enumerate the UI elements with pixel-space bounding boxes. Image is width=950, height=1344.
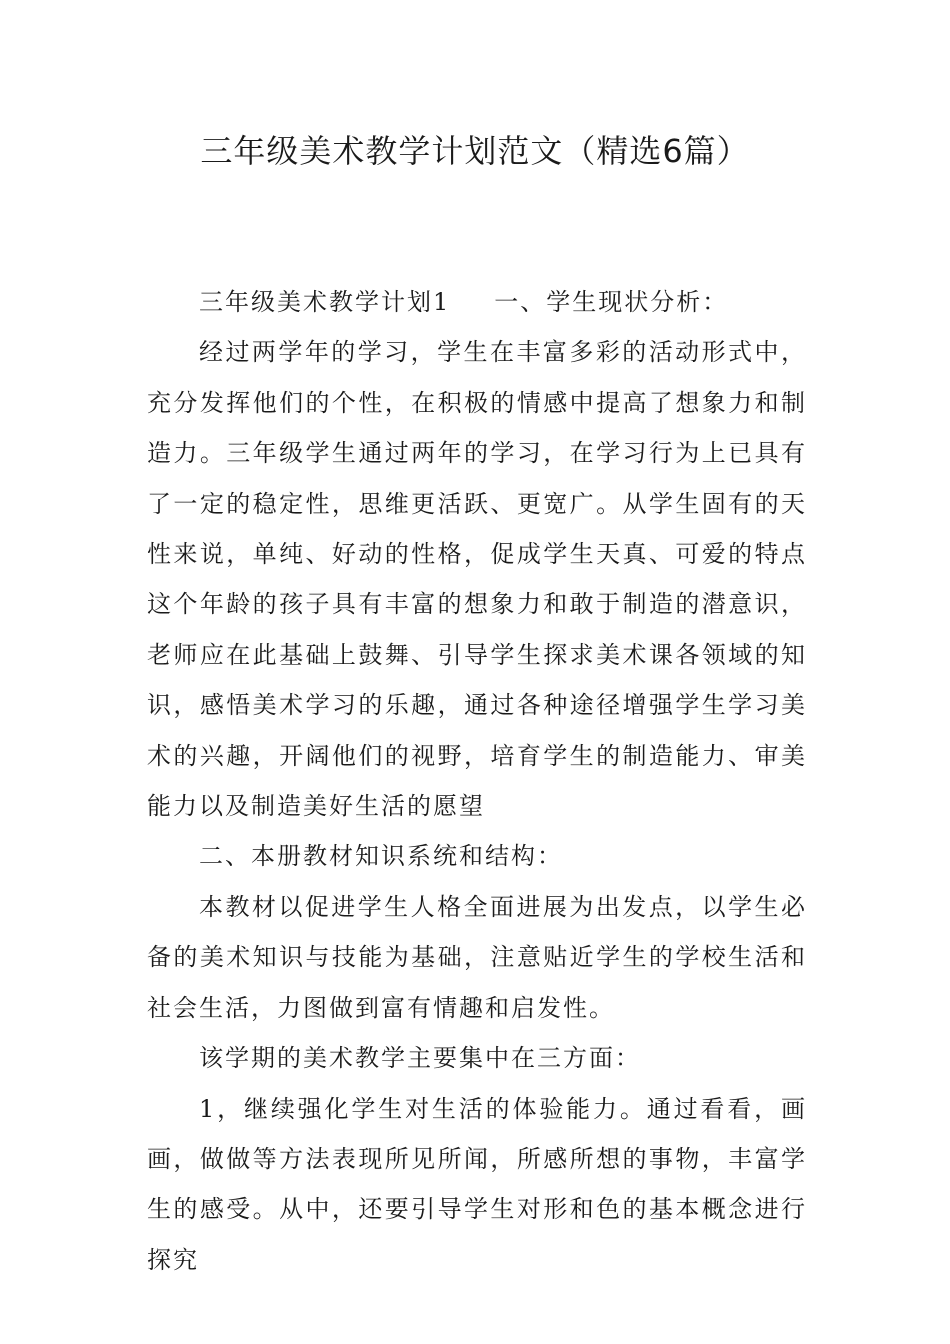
paragraph: 本教材以促进学生人格全面进展为出发点，以学生必备的美术知识与技能为基础，注意贴近学生的学校生活和社会生活，力图做到富有情趣和启发性。 <box>147 892 807 1022</box>
section-1-heading: 一、学生现状分析： <box>494 288 729 316</box>
section-heading: 三年级美术教学计划1 <box>199 288 451 316</box>
section-heading-line <box>147 277 807 327</box>
paragraph: 该学期的美术教学主要集中在三方面： <box>199 1044 641 1073</box>
document-body <box>147 277 807 1285</box>
document-title: 三年级美术教学计划范文（精选6篇） <box>200 132 750 170</box>
paragraph: 1，继续强化学生对生活的体验能力。通过看看，画画，做做等方法表现所见所闻，所感所想的事物，丰富学生的感受。从中，还要引导学生对形和色的基本概念进行探究 <box>147 1094 807 1274</box>
paragraph: 经过两学年的学习，学生在丰富多彩的活动形式中，充分发挥他们的个性，在积极的情感中提高了想象力和制造力。三年级学生通过两年的学习，在学习行为上已具有了一定的稳定性，思维更活跃、更宽广。从学生固有的天性来说，单纯、好动的性格，促成学生天真、可爱的特点这个年龄的孩子具有丰富的想象力和敢于制造的潜意识，老师应在此基础上鼓舞、引导学生探求美术课各领域的知识，感悟美术学习的乐趣，通过各种途径增强学生学习美术的兴趣，开阔他们的视野，培育学生的制造能力、审美能力以及制造美好生活的愿望 <box>147 338 807 821</box>
paragraph: 二、本册教材知识系统和结构： <box>199 842 563 871</box>
